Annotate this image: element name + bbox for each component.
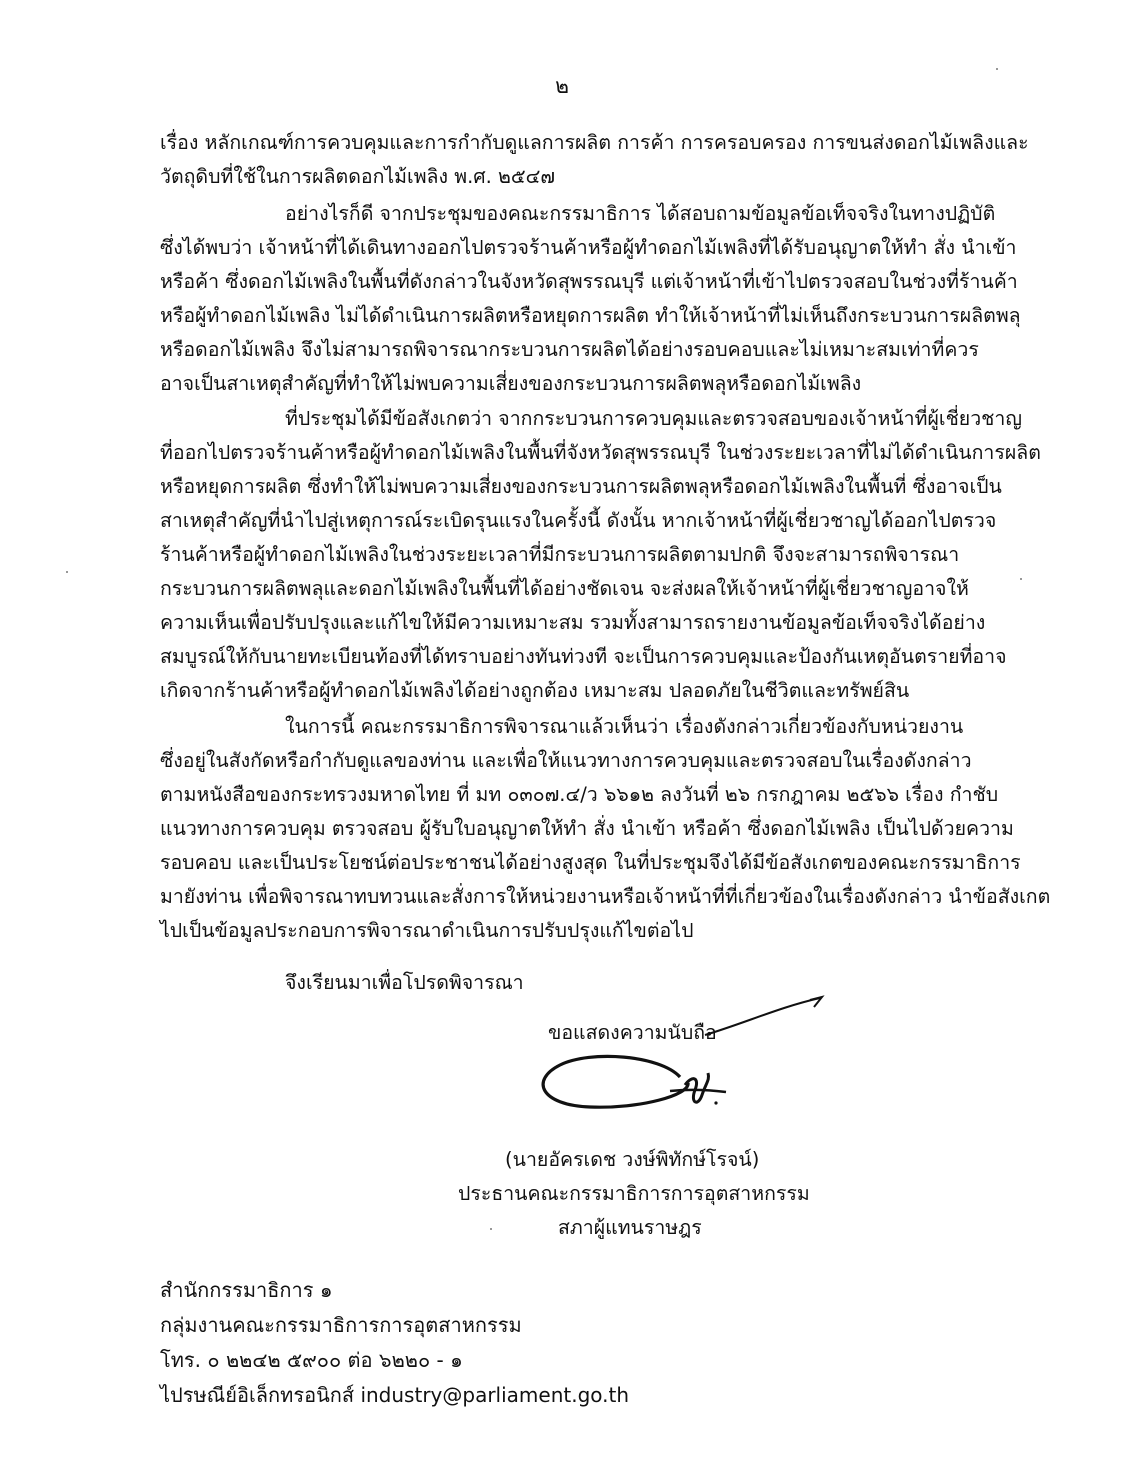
paragraph1-line-5: หรือดอกไม้เพลิง จึงไม่สามารถพิจารณากระบวนการผลิตได้อย่างรอบคอบและไม่เหมาะสมเท่าที่ควร <box>160 338 979 361</box>
paragraph3-line-6: มายังท่าน เพื่อพิจารณาทบทวนและสั่งการให้หน่วยงานหรือเจ้าหน้าที่ที่เกี่ยวข้องในเรื่องดังกล่าว นำข้อสังเกต <box>160 885 1051 908</box>
footer-group: กลุ่มงานคณะกรรมาธิการการอุตสาหกรรม <box>160 1313 522 1337</box>
page-number: ๒ <box>555 74 569 98</box>
signer-organization: สภาผู้แทนราษฎร <box>558 1216 702 1239</box>
subject-line-2: วัตถุดิบที่ใช้ในการผลิตดอกไม้เพลิง พ.ศ. ๒๕๔๗ <box>160 165 556 188</box>
paragraph2-line-7: ความเห็นเพื่อปรับปรุงและแก้ไขให้มีความเหมาะสม รวมทั้งสามารถรายงานข้อมูลข้อเท็จจริงได้อย่าง <box>160 611 986 634</box>
paragraph1-line-2: ซึ่งได้พบว่า เจ้าหน้าที่ได้เดินทางออกไปตรวจร้านค้าหรือผู้ทำดอกไม้เพลิงที่ได้รับอนุญาตให้ทำ สั่ง นำเข้า <box>160 236 1017 259</box>
subject-line-1: เรื่อง หลักเกณฑ์การควบคุมและการกำกับดูแลการผลิต การค้า การครอบครอง การขนส่งดอกไม้เพลิงและ <box>160 131 1029 154</box>
paragraph3-line-1: ในการนี้ คณะกรรมาธิการพิจารณาแล้วเห็นว่า เรื่องดังกล่าวเกี่ยวข้องกับหน่วยงาน <box>285 715 964 738</box>
paragraph2-line-2: ที่ออกไปตรวจร้านค้าหรือผู้ทำดอกไม้เพลิงในพื้นที่จังหวัดสุพรรณบุรี ในช่วงระยะเวลาที่ไม่ได้ดำเนินการผลิต <box>160 441 1041 464</box>
paragraph1-line-3: หรือค้า ซึ่งดอกไม้เพลิงในพื้นที่ดังกล่าวในจังหวัดสุพรรณบุรี แต่เจ้าหน้าที่เข้าไปตรวจสอบในช่วงที่ร้านค้า <box>160 270 1018 293</box>
paragraph2-line-8: สมบูรณ์ให้กับนายทะเบียนท้องที่ได้ทราบอย่างทันท่วงที จะเป็นการควบคุมและป้องกันเหตุอันตรายที่อาจ <box>160 645 1007 668</box>
scan-speck <box>1020 578 1022 580</box>
scan-speck <box>490 1228 492 1230</box>
signer-title: ประธานคณะกรรมาธิการการอุตสาหกรรม <box>458 1182 810 1205</box>
regards-text: ขอแสดงความนับถือ <box>548 1021 717 1044</box>
paragraph1-line-1: อย่างไรก็ดี จากประชุมของคณะกรรมาธิการ ได้สอบถามข้อมูลข้อเท็จจริงในทางปฏิบัติ <box>285 202 996 225</box>
closing-text: จึงเรียนมาเพื่อโปรดพิจารณา <box>285 971 524 994</box>
paragraph1-line-4: หรือผู้ทำดอกไม้เพลิง ไม่ได้ดำเนินการผลิตหรือหยุดการผลิต ทำให้เจ้าหน้าที่ไม่เห็นถึงกระบวนการผลิตพลุ <box>160 304 1021 327</box>
paragraph3-line-4: แนวทางการควบคุม ตรวจสอบ ผู้รับใบอนุญาตให้ทำ สั่ง นำเข้า หรือค้า ซึ่งดอกไม้เพลิง เป็นไปด้วยความ <box>160 817 1014 840</box>
paragraph3-line-3: ตามหนังสือของกระทรวงมหาดไทย ที่ มท ๐๓๐๗.๔/ว ๖๖๑๒ ลงวันที่ ๒๖ กรกฎาคม ๒๕๖๖ เรื่อง กำชับ <box>160 783 999 806</box>
paragraph3-line-2: ซึ่งอยู่ในสังกัดหรือกำกับดูแลของท่าน และเพื่อให้แนวทางการควบคุมและตรวจสอบในเรื่องดังกล่าว <box>160 749 972 772</box>
paragraph3-line-5: รอบคอบ และเป็นประโยชน์ต่อประชาชนได้อย่างสูงสุด ในที่ประชุมจึงได้มีข้อสังเกตของคณะกรรมาธิการ <box>160 851 1021 874</box>
paragraph2-line-6: กระบวนการผลิตพลุและดอกไม้เพลิงในพื้นที่ได้อย่างชัดเจน จะส่งผลให้เจ้าหน้าที่ผู้เชี่ยวชาญอาจให้ <box>160 577 969 600</box>
footer-office: สำนักกรรมาธิการ ๑ <box>160 1278 333 1302</box>
handwritten-signature <box>530 995 840 1120</box>
paragraph2-line-9: เกิดจากร้านค้าหรือผู้ทำดอกไม้เพลิงได้อย่างถูกต้อง เหมาะสม ปลอดภัยในชีวิตและทรัพย์สิน <box>160 679 910 702</box>
scan-speck <box>66 571 68 573</box>
footer-email: ไปรษณีย์อิเล็กทรอนิกส์ industry@parliament.go.th <box>160 1383 630 1407</box>
scan-speck <box>996 68 998 70</box>
paragraph3-line-7: ไปเป็นข้อมูลประกอบการพิจารณาดำเนินการปรับปรุงแก้ไขต่อไป <box>160 919 694 942</box>
paragraph2-line-5: ร้านค้าหรือผู้ทำดอกไม้เพลิงในช่วงระยะเวลาที่มีกระบวนการผลิตตามปกติ จึงจะสามารถพิจารณา <box>160 543 960 566</box>
paragraph2-line-1: ที่ประชุมได้มีข้อสังเกตว่า จากกระบวนการควบคุมและตรวจสอบของเจ้าหน้าที่ผู้เชี่ยวชาญ <box>285 407 1022 430</box>
paragraph2-line-3: หรือหยุดการผลิต ซึ่งทำให้ไม่พบความเสี่ยงของกระบวนการผลิตพลุหรือดอกไม้เพลิงในพื้นที่ ซึ่งอาจเป็น <box>160 475 1002 498</box>
paragraph1-line-6: อาจเป็นสาเหตุสำคัญที่ทำให้ไม่พบความเสี่ยงของกระบวนการผลิตพลุหรือดอกไม้เพลิง <box>160 372 862 395</box>
footer-phone: โทร. ๐ ๒๒๔๒ ๕๙๐๐ ต่อ ๖๒๒๐ - ๑ <box>160 1348 463 1372</box>
signer-name: (นายอัครเดช วงษ์พิทักษ์โรจน์) <box>505 1148 760 1171</box>
paragraph2-line-4: สาเหตุสำคัญที่นำไปสู่เหตุการณ์ระเบิดรุนแรงในครั้งนี้ ดังนั้น หากเจ้าหน้าที่ผู้เชี่ยวชาญได้ออกไปตรวจ <box>160 509 997 532</box>
